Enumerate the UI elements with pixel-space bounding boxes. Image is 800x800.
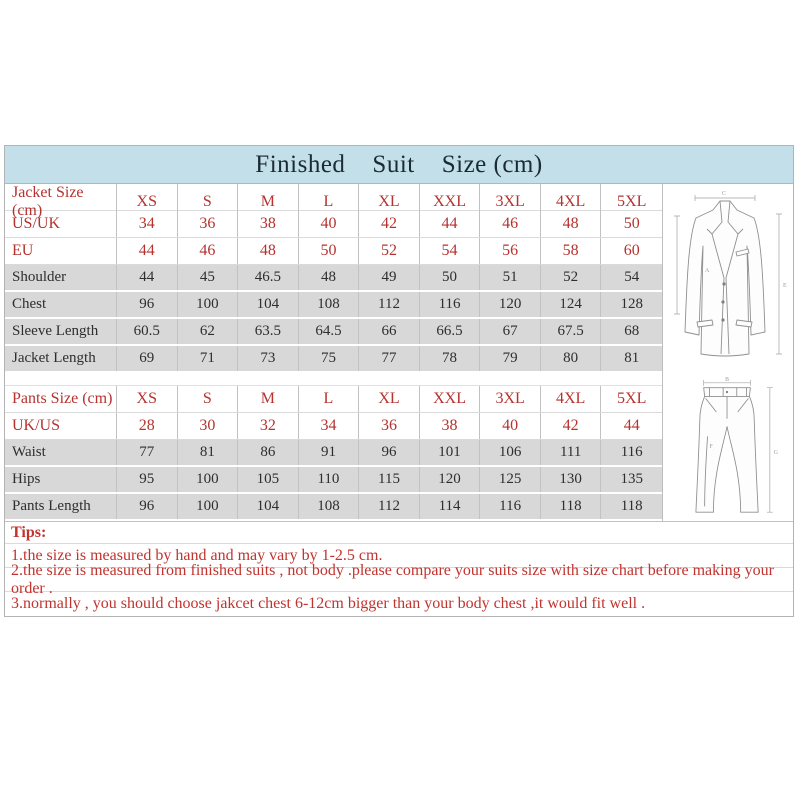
- size-cell: 44: [117, 238, 178, 264]
- size-cell: 42: [541, 413, 602, 439]
- size-cell: 42: [359, 211, 420, 237]
- size-cell: 104: [238, 494, 299, 519]
- table-row: [5, 440, 662, 467]
- tip-line-1: 1.the size is measured by hand and may vary by 1-2.5 cm.: [5, 544, 793, 568]
- size-cell: 124: [541, 292, 602, 317]
- size-cell: 60.5: [117, 319, 178, 344]
- row-label: Sleeve Length: [5, 319, 117, 344]
- size-cell: 75: [299, 346, 360, 371]
- table-row: [5, 319, 662, 346]
- size-cell: 34: [299, 413, 360, 439]
- size-cell: 112: [359, 292, 420, 317]
- table-row: [5, 238, 662, 265]
- size-cell: 81: [624, 350, 640, 366]
- size-cell: 56: [480, 238, 541, 264]
- tip-line-3: 3.normally , you should choose jakcet chest 6-12cm bigger than your body chest ,it would fit well .: [11, 595, 646, 612]
- table-row: [5, 413, 662, 440]
- size-cell: 91: [299, 440, 360, 465]
- pants-measure-label-thigh: F: [709, 444, 713, 450]
- size-cell: XXL: [420, 386, 481, 412]
- row-label: Chest: [5, 292, 117, 317]
- size-cell: 79: [480, 346, 541, 371]
- row-label: EU: [5, 238, 117, 264]
- illustration-panel: [662, 184, 793, 521]
- row-label: US/UK: [5, 211, 117, 237]
- table-row: [5, 184, 662, 219]
- size-cell: 77: [117, 440, 178, 465]
- size-cell: 49: [359, 265, 420, 290]
- jacket-measure-label-top: C: [722, 191, 727, 197]
- size-cell: 118: [620, 498, 643, 514]
- size-cell: 28: [117, 413, 178, 439]
- size-cell: 135: [620, 471, 643, 487]
- size-cell: 69: [117, 346, 178, 371]
- tips-heading: Tips:: [5, 522, 793, 544]
- pants-measure-label-top: B: [725, 376, 729, 383]
- size-cell: 128: [620, 296, 643, 312]
- size-cell: 66.5: [420, 319, 481, 344]
- size-cell: 116: [620, 444, 643, 460]
- size-cell: 100: [178, 292, 239, 317]
- table-row: [5, 494, 662, 521]
- size-cell: 48: [238, 238, 299, 264]
- size-cell: 52: [541, 265, 602, 290]
- chart-title: Finished Suit Size (cm): [255, 150, 543, 178]
- size-cell: 36: [178, 211, 239, 237]
- size-cell: 3XL: [480, 184, 541, 220]
- size-cell: 62: [178, 319, 239, 344]
- tip-line-2: 2.the size is measured from finished suits , not body .please compare your suits size with size chart before making your order .: [5, 568, 793, 592]
- size-cell: 105: [238, 467, 299, 492]
- size-chart-sheet: [4, 145, 794, 617]
- size-cell: 4XL: [541, 184, 602, 220]
- size-cell: 60: [623, 242, 640, 259]
- chart-body: [5, 184, 793, 521]
- size-cell: XS: [117, 184, 178, 220]
- size-cell: 44: [117, 265, 178, 290]
- size-cell: 111: [541, 440, 602, 465]
- pants-measure-label-right: G: [773, 449, 778, 456]
- size-cell: 50: [623, 215, 640, 232]
- size-cell: XL: [359, 386, 420, 412]
- size-cell: 48: [299, 265, 360, 290]
- tips-section: [5, 521, 793, 616]
- size-cell: 116: [420, 292, 481, 317]
- size-cell: 38: [238, 211, 299, 237]
- size-cell: 73: [238, 346, 299, 371]
- size-cell: 34: [117, 211, 178, 237]
- size-cell: 52: [359, 238, 420, 264]
- trousers-icon: [663, 376, 793, 520]
- table-row: [5, 467, 662, 494]
- row-label: Waist: [5, 440, 117, 465]
- size-cell: 118: [541, 494, 602, 519]
- size-cell: 5XL: [617, 390, 647, 407]
- size-cell: 120: [420, 467, 481, 492]
- size-cell: 71: [178, 346, 239, 371]
- size-tables: [5, 184, 662, 521]
- size-cell: 96: [117, 292, 178, 317]
- size-cell: S: [178, 184, 239, 220]
- size-cell: L: [299, 184, 360, 220]
- row-label: Jacket Length: [5, 346, 117, 371]
- size-cell: 108: [299, 494, 360, 519]
- size-cell: 54: [420, 238, 481, 264]
- size-cell: 45: [178, 265, 239, 290]
- size-cell: 104: [238, 292, 299, 317]
- size-cell: 108: [299, 292, 360, 317]
- size-cell: 100: [178, 467, 239, 492]
- size-cell: 80: [541, 346, 602, 371]
- size-cell: 44: [420, 211, 481, 237]
- size-cell: 114: [420, 494, 481, 519]
- size-cell: 116: [480, 494, 541, 519]
- size-cell: L: [299, 386, 360, 412]
- size-cell: 115: [359, 467, 420, 492]
- size-cell: 54: [624, 269, 640, 285]
- table-row: [5, 265, 662, 292]
- size-cell: M: [238, 184, 299, 220]
- size-cell: 101: [420, 440, 481, 465]
- row-label: Pants Size (cm): [5, 386, 117, 412]
- size-cell: 110: [299, 467, 360, 492]
- jacket-size-table: [5, 184, 662, 373]
- size-cell: 77: [359, 346, 420, 371]
- size-cell: 86: [238, 440, 299, 465]
- size-cell: 3XL: [480, 386, 541, 412]
- size-cell: 81: [178, 440, 239, 465]
- size-cell: 96: [117, 494, 178, 519]
- size-cell: 4XL: [541, 386, 602, 412]
- table-row: [5, 386, 662, 413]
- size-cell: XXL: [420, 184, 481, 220]
- size-cell: 67: [480, 319, 541, 344]
- size-cell: 40: [299, 211, 360, 237]
- row-label: Hips: [5, 467, 117, 492]
- size-cell: 112: [359, 494, 420, 519]
- size-cell: XS: [117, 386, 178, 412]
- size-cell: 46: [480, 211, 541, 237]
- size-cell: 66: [359, 319, 420, 344]
- size-cell: 36: [359, 413, 420, 439]
- size-cell: 125: [480, 467, 541, 492]
- table-separator: [5, 373, 662, 386]
- size-cell: XL: [359, 184, 420, 220]
- pants-size-table: [5, 386, 662, 521]
- size-cell: 5XL: [617, 193, 647, 210]
- size-cell: 64.5: [299, 319, 360, 344]
- size-cell: 46.5: [238, 265, 299, 290]
- size-cell: 44: [623, 417, 640, 434]
- size-cell: 120: [480, 292, 541, 317]
- size-cell: M: [238, 386, 299, 412]
- row-label: Shoulder: [5, 265, 117, 290]
- size-cell: 96: [359, 440, 420, 465]
- size-cell: 130: [541, 467, 602, 492]
- size-cell: 50: [420, 265, 481, 290]
- size-cell: 58: [541, 238, 602, 264]
- row-label: Pants Length: [5, 494, 117, 519]
- table-row: [5, 292, 662, 319]
- size-cell: 100: [178, 494, 239, 519]
- size-cell: 30: [178, 413, 239, 439]
- table-row: [5, 346, 662, 373]
- size-cell: 63.5: [238, 319, 299, 344]
- size-cell: 48: [541, 211, 602, 237]
- table-row: [5, 211, 662, 238]
- size-cell: 50: [299, 238, 360, 264]
- size-cell: 51: [480, 265, 541, 290]
- size-cell: 46: [178, 238, 239, 264]
- chart-header: [5, 146, 793, 184]
- row-label: UK/US: [5, 413, 117, 439]
- size-cell: 67.5: [541, 319, 602, 344]
- size-cell: 40: [480, 413, 541, 439]
- suit-jacket-icon: [663, 184, 793, 376]
- size-cell: 106: [480, 440, 541, 465]
- jacket-measure-label-chest: A: [705, 268, 710, 274]
- size-cell: 78: [420, 346, 481, 371]
- size-cell: 38: [420, 413, 481, 439]
- jacket-measure-label-right: E: [783, 283, 787, 289]
- size-cell: 68: [624, 323, 640, 339]
- size-cell: 95: [117, 467, 178, 492]
- row-label: Jacket Size (cm): [5, 184, 117, 220]
- size-cell: S: [178, 386, 239, 412]
- size-cell: 32: [238, 413, 299, 439]
